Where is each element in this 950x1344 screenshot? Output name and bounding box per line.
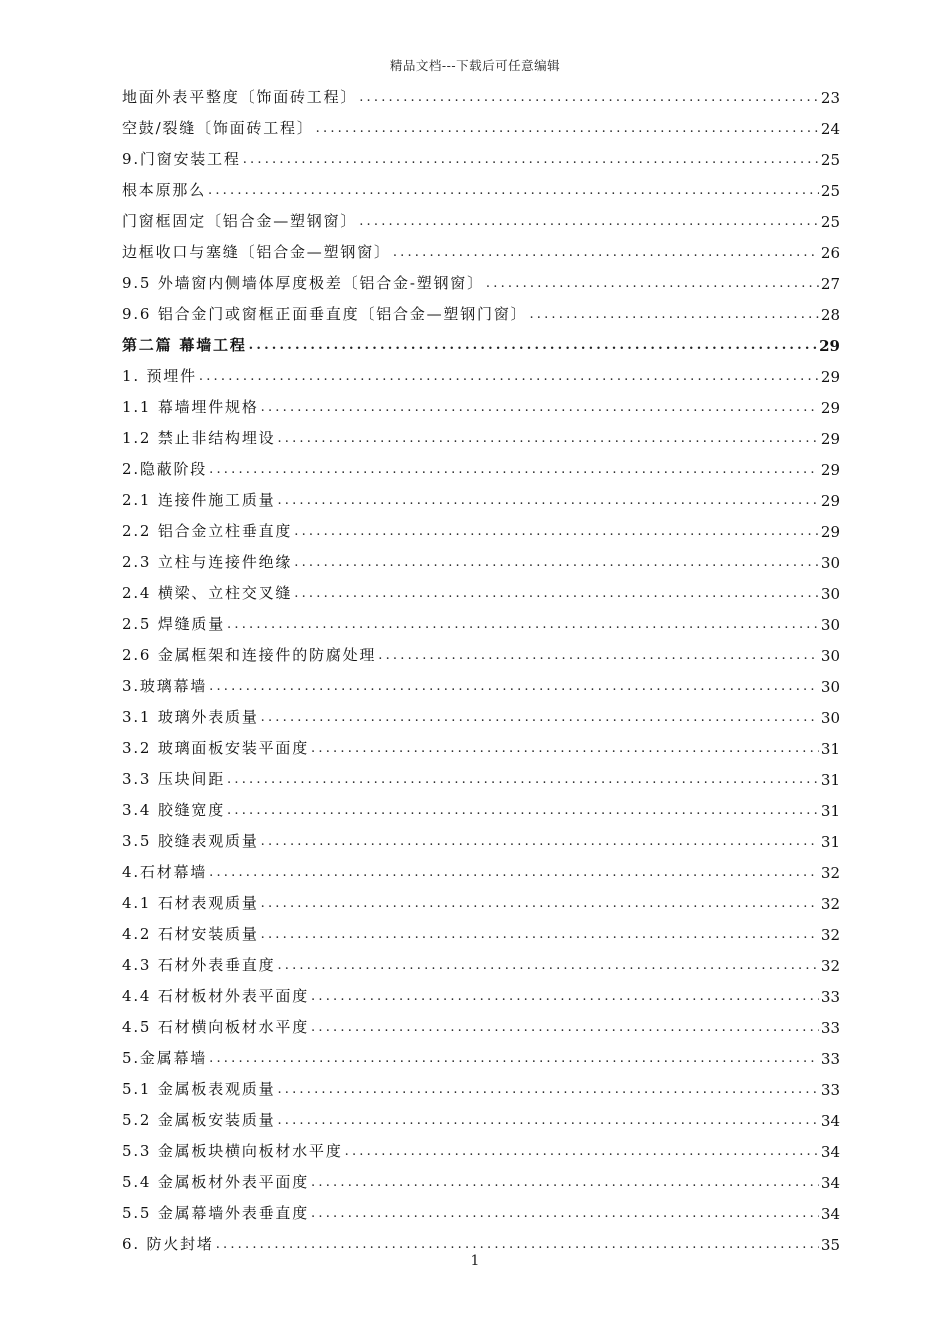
toc-entry-title: 5.金属幕墙 bbox=[122, 1049, 208, 1067]
toc-dot-leader bbox=[311, 986, 819, 1004]
toc-entry-page: 34 bbox=[820, 1112, 840, 1130]
toc-entry[interactable] bbox=[122, 851, 840, 882]
toc-entry[interactable] bbox=[122, 758, 840, 789]
toc-dot-leader bbox=[277, 1079, 818, 1097]
toc-entry-page: 29 bbox=[820, 430, 840, 448]
toc-dot-leader bbox=[199, 366, 819, 384]
toc-entry-page: 29 bbox=[819, 337, 840, 355]
toc-dot-leader bbox=[209, 1048, 819, 1066]
toc-dot-leader bbox=[345, 1141, 819, 1159]
toc-entry-page: 33 bbox=[820, 1081, 840, 1099]
toc-entry[interactable] bbox=[122, 696, 840, 727]
toc-entry[interactable] bbox=[122, 386, 840, 417]
toc-entry[interactable] bbox=[122, 603, 840, 634]
toc-entry-page: 30 bbox=[820, 616, 840, 634]
toc-entry-page: 34 bbox=[820, 1205, 840, 1223]
page-number: 1 bbox=[470, 1253, 480, 1269]
toc-dot-leader bbox=[261, 924, 819, 942]
toc-entry-title: 6. 防火封堵 bbox=[122, 1235, 214, 1253]
toc-dot-leader bbox=[261, 893, 819, 911]
toc-entry-page: 32 bbox=[820, 895, 840, 913]
toc-entry-page: 29 bbox=[820, 492, 840, 510]
toc-entry-page: 29 bbox=[820, 523, 840, 541]
toc-dot-leader bbox=[393, 242, 819, 260]
toc-entry[interactable] bbox=[122, 634, 840, 665]
toc-entry[interactable] bbox=[122, 262, 840, 293]
toc-entry-page: 30 bbox=[820, 678, 840, 696]
toc-entry[interactable] bbox=[122, 1161, 840, 1192]
toc-dot-leader bbox=[209, 459, 819, 477]
toc-entry[interactable] bbox=[122, 1068, 840, 1099]
toc-entry-title: 2.3 立柱与连接件绝缘 bbox=[122, 553, 293, 571]
toc-entry[interactable] bbox=[122, 882, 840, 913]
toc-entry[interactable] bbox=[122, 789, 840, 820]
toc-entry-page: 32 bbox=[820, 957, 840, 975]
toc-entry-title: 1.1 幕墙埋件规格 bbox=[122, 398, 259, 416]
toc-entry[interactable] bbox=[122, 727, 840, 758]
toc-entry-page: 25 bbox=[820, 151, 840, 169]
toc-entry[interactable] bbox=[122, 1130, 840, 1161]
toc-entry-title: 5.2 金属板安装质量 bbox=[122, 1111, 276, 1129]
toc-entry[interactable] bbox=[122, 169, 840, 200]
toc-entry-title: 4.2 石材安装质量 bbox=[122, 925, 259, 943]
toc-entry[interactable] bbox=[122, 944, 840, 975]
toc-entry[interactable] bbox=[122, 665, 840, 696]
toc-entry[interactable] bbox=[122, 293, 840, 324]
toc-dot-leader bbox=[529, 304, 818, 322]
toc-entry[interactable] bbox=[122, 1037, 840, 1068]
toc-entry-title: 5.3 金属板块横向板材水平度 bbox=[122, 1142, 343, 1160]
toc-entry-title: 2.5 焊缝质量 bbox=[122, 615, 226, 633]
toc-entry[interactable] bbox=[122, 1192, 840, 1223]
toc-dot-leader bbox=[261, 707, 819, 725]
toc-entry-page: 30 bbox=[820, 647, 840, 665]
toc-entry-title: 3.玻璃幕墙 bbox=[122, 677, 208, 695]
table-of-contents bbox=[122, 76, 840, 1254]
toc-dot-leader bbox=[294, 583, 819, 601]
toc-dot-leader bbox=[378, 645, 819, 663]
toc-entry-title: 9.6 铝合金门或窗框正面垂直度〔铝合金—塑钢门窗〕 bbox=[122, 305, 528, 323]
toc-entry-page: 31 bbox=[820, 833, 840, 851]
toc-entry-page: 27 bbox=[820, 275, 840, 293]
toc-entry[interactable] bbox=[122, 138, 840, 169]
toc-dot-leader bbox=[486, 273, 819, 291]
toc-entry-page: 33 bbox=[820, 988, 840, 1006]
toc-dot-leader bbox=[277, 490, 818, 508]
toc-dot-leader bbox=[311, 1172, 819, 1190]
toc-entry[interactable] bbox=[122, 76, 840, 107]
toc-entry-page: 33 bbox=[820, 1019, 840, 1037]
toc-entry[interactable] bbox=[122, 355, 840, 386]
toc-entry-title: 4.3 石材外表垂直度 bbox=[122, 956, 276, 974]
toc-entry[interactable] bbox=[122, 324, 840, 355]
toc-entry-page: 29 bbox=[820, 461, 840, 479]
toc-entry[interactable] bbox=[122, 417, 840, 448]
toc-entry-title: 3.2 玻璃面板安装平面度 bbox=[122, 739, 310, 757]
toc-entry[interactable] bbox=[122, 1223, 840, 1254]
toc-entry-title: 2.6 金属框架和连接件的防腐处理 bbox=[122, 646, 377, 664]
toc-dot-leader bbox=[208, 180, 819, 198]
toc-entry-page: 25 bbox=[820, 182, 840, 200]
toc-dot-leader bbox=[311, 1203, 819, 1221]
toc-entry-title: 4.石材幕墙 bbox=[122, 863, 208, 881]
toc-entry-title: 3.3 压块间距 bbox=[122, 770, 226, 788]
toc-dot-leader bbox=[249, 335, 818, 353]
toc-entry-title: 9.5 外墙窗内侧墙体厚度极差〔铝合金-塑钢窗〕 bbox=[122, 274, 484, 292]
toc-entry[interactable] bbox=[122, 231, 840, 262]
toc-dot-leader bbox=[216, 1234, 819, 1252]
toc-dot-leader bbox=[227, 769, 819, 787]
toc-entry-title: 9.门窗安装工程 bbox=[122, 150, 241, 168]
toc-entry-title: 4.4 石材板材外表平面度 bbox=[122, 987, 310, 1005]
toc-dot-leader bbox=[311, 738, 819, 756]
toc-dot-leader bbox=[209, 676, 819, 694]
toc-entry-page: 29 bbox=[820, 368, 840, 386]
toc-entry-title: 4.1 石材表观质量 bbox=[122, 894, 259, 912]
toc-dot-leader bbox=[277, 428, 818, 446]
toc-entry[interactable] bbox=[122, 107, 840, 138]
toc-dot-leader bbox=[277, 955, 818, 973]
toc-dot-leader bbox=[316, 118, 819, 136]
toc-entry-title: 根本原那么 bbox=[122, 181, 207, 199]
toc-dot-leader bbox=[227, 800, 819, 818]
toc-entry[interactable] bbox=[122, 448, 840, 479]
toc-entry-page: 32 bbox=[820, 864, 840, 882]
toc-entry-title: 2.4 横梁、立柱交叉缝 bbox=[122, 584, 293, 602]
toc-dot-leader bbox=[359, 211, 819, 229]
page-header: 精品文档---下载后可任意编辑 bbox=[389, 58, 561, 73]
toc-dot-leader bbox=[277, 1110, 818, 1128]
toc-entry-page: 32 bbox=[820, 926, 840, 944]
toc-dot-leader bbox=[261, 397, 819, 415]
toc-entry-page: 24 bbox=[820, 120, 840, 138]
toc-dot-leader bbox=[261, 831, 819, 849]
toc-entry-page: 31 bbox=[820, 771, 840, 789]
toc-entry-title: 3.5 胶缝表观质量 bbox=[122, 832, 259, 850]
toc-dot-leader bbox=[294, 521, 819, 539]
toc-entry-page: 31 bbox=[820, 740, 840, 758]
toc-dot-leader bbox=[311, 1017, 819, 1035]
toc-entry[interactable] bbox=[122, 572, 840, 603]
toc-entry[interactable] bbox=[122, 1099, 840, 1130]
toc-entry[interactable] bbox=[122, 510, 840, 541]
toc-entry-page: 33 bbox=[820, 1050, 840, 1068]
toc-entry-page: 35 bbox=[820, 1236, 840, 1254]
toc-dot-leader bbox=[359, 87, 819, 105]
toc-entry-title: 2.隐蔽阶段 bbox=[122, 460, 208, 478]
toc-entry-title: 2.1 连接件施工质量 bbox=[122, 491, 276, 509]
toc-entry-page: 30 bbox=[820, 585, 840, 603]
toc-entry-page: 25 bbox=[820, 213, 840, 231]
toc-entry-page: 23 bbox=[820, 89, 840, 107]
toc-entry-page: 31 bbox=[820, 802, 840, 820]
toc-entry[interactable] bbox=[122, 1006, 840, 1037]
toc-dot-leader bbox=[209, 862, 819, 880]
toc-entry-title: 门窗框固定〔铝合金—塑钢窗〕 bbox=[122, 212, 358, 230]
toc-entry[interactable] bbox=[122, 479, 840, 510]
toc-entry[interactable] bbox=[122, 541, 840, 572]
toc-entry-title: 1. 预埋件 bbox=[122, 367, 197, 385]
toc-dot-leader bbox=[227, 614, 819, 632]
toc-entry-page: 30 bbox=[820, 554, 840, 572]
toc-entry-title: 4.5 石材横向板材水平度 bbox=[122, 1018, 310, 1036]
toc-entry[interactable] bbox=[122, 820, 840, 851]
toc-entry[interactable] bbox=[122, 200, 840, 231]
toc-dot-leader bbox=[294, 552, 819, 570]
toc-entry-title: 5.4 金属板材外表平面度 bbox=[122, 1173, 310, 1191]
toc-entry-title: 地面外表平整度〔饰面砖工程〕 bbox=[122, 88, 358, 106]
toc-entry-title: 2.2 铝合金立柱垂直度 bbox=[122, 522, 293, 540]
toc-entry-title: 第二篇 幕墙工程 bbox=[122, 336, 247, 354]
toc-dot-leader bbox=[243, 149, 819, 167]
toc-entry-title: 3.1 玻璃外表质量 bbox=[122, 708, 259, 726]
toc-entry-page: 34 bbox=[820, 1143, 840, 1161]
toc-entry-title: 5.1 金属板表观质量 bbox=[122, 1080, 276, 1098]
toc-entry-title: 1.2 禁止非结构埋设 bbox=[122, 429, 276, 447]
toc-entry-page: 26 bbox=[820, 244, 840, 262]
toc-entry-page: 34 bbox=[820, 1174, 840, 1192]
toc-entry-title: 5.5 金属幕墙外表垂直度 bbox=[122, 1204, 310, 1222]
toc-entry-page: 29 bbox=[820, 399, 840, 417]
toc-entry-title: 边框收口与塞缝〔铝合金—塑钢窗〕 bbox=[122, 243, 391, 261]
toc-entry-title: 3.4 胶缝宽度 bbox=[122, 801, 226, 819]
toc-entry-page: 30 bbox=[820, 709, 840, 727]
toc-entry[interactable] bbox=[122, 913, 840, 944]
toc-entry-title: 空鼓/裂缝〔饰面砖工程〕 bbox=[122, 119, 314, 137]
toc-entry[interactable] bbox=[122, 975, 840, 1006]
toc-entry-page: 28 bbox=[820, 306, 840, 324]
